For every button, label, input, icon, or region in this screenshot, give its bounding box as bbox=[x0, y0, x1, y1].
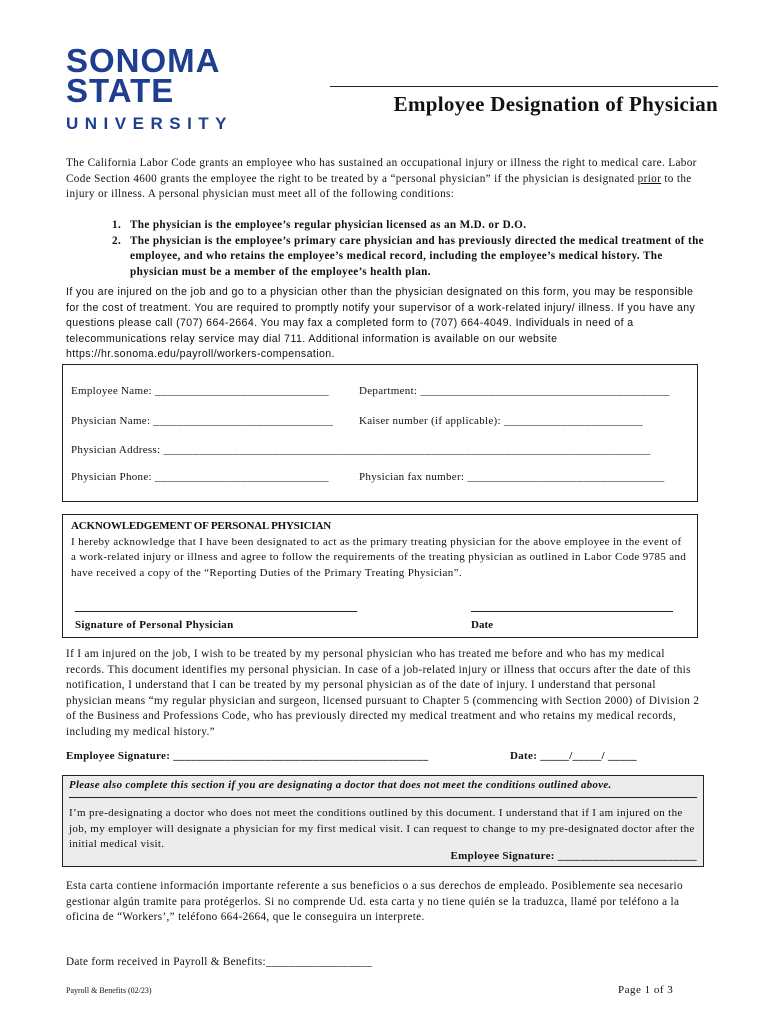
date-line[interactable] bbox=[471, 611, 673, 612]
condition-item bbox=[112, 218, 706, 234]
logo-line-2: STATE bbox=[66, 72, 175, 109]
logo-line-1: SONOMA bbox=[66, 42, 221, 79]
date-label: Date bbox=[471, 619, 493, 631]
spanish-notice: Esta carta contiene información importante referente a sus beneficios o a sus derechos de empleado. Posiblemente sea necesario gestionar algún tramite para protégerlos. Si no comprende Ud. esta carta y no tiene quién se la traduzca, llamé por teléfono a la oficina de “Workers’,” teléfono 664-2664, que le conseguira un interprete. bbox=[66, 880, 683, 924]
condition-number: 2. bbox=[112, 234, 122, 247]
injury-notice-paragraph: If you are injured on the job and go to a physician other than the physician designated on this form, you may be responsible for the cost of treatment. You are required to promptly notify your supervisor of a work-related injury/ illness. If you have any questions please call (707) 664-2664. You may fax a completed form to (707) 664-4049. Individuals in need of a telecommunications relay service may dial 711. Additional information is available on our website https://hr.sonoma.edu/payroll/workers-compensation. bbox=[66, 286, 696, 361]
received-date-field[interactable]: Date form received in Payroll & Benefits:__________________ bbox=[66, 956, 373, 968]
intro-prior: prior bbox=[637, 172, 662, 185]
condition-number: 1. bbox=[112, 219, 122, 231]
footer-left: Payroll & Benefits (02/23) bbox=[66, 986, 152, 995]
predesignation-text: I’m pre-designating a doctor who does not meet the conditions outlined by this document. I understand that if I am injured on the job, my employer will designate a physician for my first medical visit. I can request to change to my pre-designated doctor after the initial medical visit. bbox=[69, 807, 695, 851]
title-rule bbox=[330, 86, 718, 87]
acknowledgement-box bbox=[62, 514, 698, 638]
department-field[interactable]: Department: ___________________________________________ bbox=[359, 385, 670, 397]
employee-statement: If I am injured on the job, I wish to be treated by my personal physician who has treated me before and who has my medical records. This document identifies my personal physician. In case of a job-related injury or illness that occurs after the date of this notification, I understand that I can be treated by my personal physician as of the date of injury. I understand that personal physician means “my regular physician and surgeon, licensed pursuant to Chapter 5 (commencing with Section 2000) of Division 2 of the Business and Professions Code, who has previously directed my medical treatment and who retains my medical records, including my medical history.” bbox=[66, 648, 700, 738]
employee-name-field[interactable]: Employee Name: ______________________________ bbox=[71, 385, 329, 397]
physician-name-field[interactable]: Physician Name: _______________________________ bbox=[71, 415, 334, 427]
sonoma-state-logo bbox=[66, 42, 234, 134]
physician-info-box bbox=[62, 364, 698, 502]
predesignation-signature-field[interactable]: Employee Signature: ________________________ bbox=[450, 850, 697, 862]
intro-text-a: The California Labor Code grants an employee who has sustained an occupational injury or illness the right to medical care. Labor Code Section 4600 grants the employee the right to be treated by a “personal physician” if the physician is designated bbox=[66, 157, 697, 185]
condition-text: The physician is the employee’s primary care physician and has previously directed the medical treatment of the employee, and who retains the employee’s medical record, including the employee’s medical history. The physician must be a member of the employee’s health plan. bbox=[130, 234, 704, 278]
intro-paragraph bbox=[66, 156, 706, 203]
logo-line-3: UNIVERSITY bbox=[66, 114, 234, 133]
predesignation-note: Please also complete this section if you are designating a doctor that does not meet the conditions outlined above. bbox=[69, 778, 697, 798]
kaiser-number-field[interactable]: Kaiser number (if applicable): ________________________ bbox=[359, 415, 644, 427]
condition-text: The physician is the employee’s regular physician licensed as an M.D. or D.O. bbox=[130, 219, 527, 231]
predesignation-box bbox=[62, 775, 704, 867]
condition-item bbox=[112, 234, 706, 281]
physician-signature-line[interactable] bbox=[75, 611, 357, 612]
page-number: Page 1 of 3 bbox=[618, 984, 674, 996]
page-title: Employee Designation of Physician bbox=[393, 92, 718, 116]
physician-signature-label: Signature of Personal Physician bbox=[75, 619, 234, 631]
employee-date-field[interactable]: Date: _____/_____/ _____ bbox=[510, 750, 637, 762]
intro-text-b: to the injury or illness. A personal physician must meet all of the following conditions: bbox=[66, 172, 692, 201]
acknowledgement-heading: ACKNOWLEDGEMENT OF PERSONAL PHYSICIAN bbox=[71, 520, 331, 532]
physician-fax-field[interactable]: Physician fax number: __________________________________ bbox=[359, 471, 665, 483]
acknowledgement-section bbox=[71, 519, 689, 581]
physician-address-field[interactable]: Physician Address: ____________________________________________________________________________________ bbox=[71, 444, 651, 456]
conditions-list bbox=[112, 218, 706, 280]
employee-signature-field[interactable]: Employee Signature: ____________________________________________ bbox=[66, 750, 429, 762]
acknowledgement-text: I hereby acknowledge that I have been designated to act as the primary treating physician for the above employee in the event of a work-related injury or illness and agree to follow the requirements of the treating physician as outlined in Labor Code 9785 and have received a copy of the “Reporting Duties of the Primary Treating Physician”. bbox=[71, 535, 687, 579]
physician-phone-field[interactable]: Physician Phone: ______________________________ bbox=[71, 471, 329, 483]
